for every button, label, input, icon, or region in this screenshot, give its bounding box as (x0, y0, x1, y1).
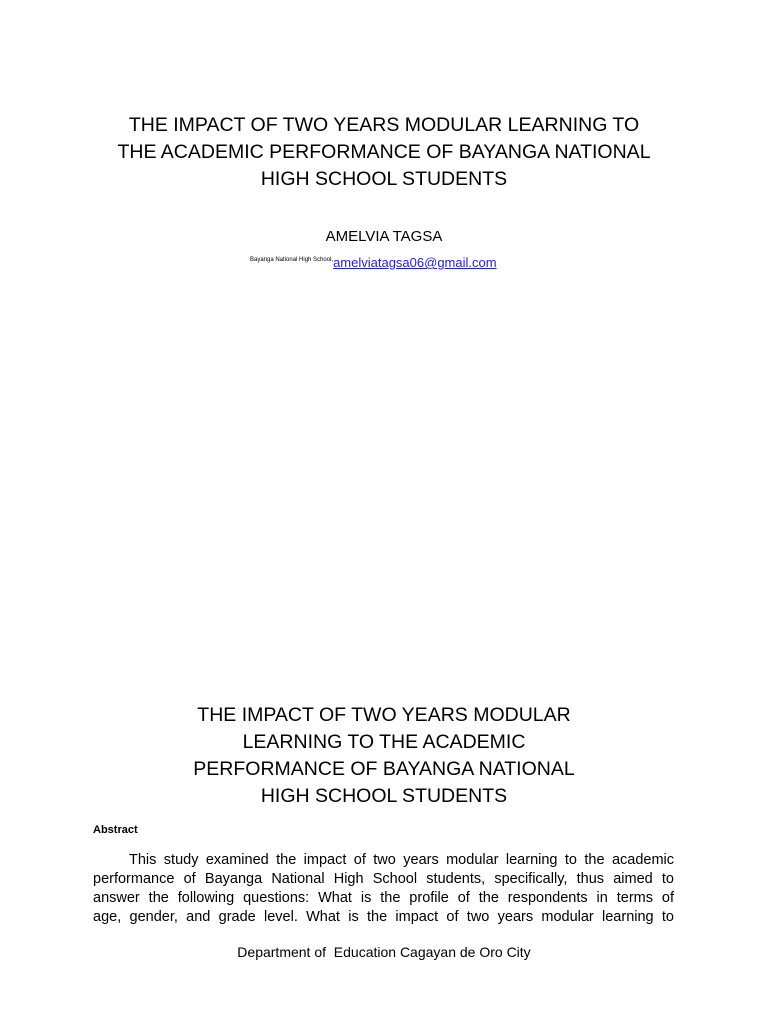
abstract-line-3: answer the following questions: What is the profile of the respondents in terms of (93, 890, 674, 906)
email-link[interactable]: amelviatagsa06@gmail.com (333, 255, 497, 270)
abstract-title-line-2: LEARNING TO THE ACADEMIC (242, 731, 526, 753)
affiliation-line (250, 254, 497, 272)
affiliation: Bayanga National High School, (250, 257, 334, 263)
abstract-heading: Abstract (93, 824, 138, 836)
paper-title (0, 112, 768, 193)
abstract-title (0, 702, 768, 810)
abstract-title-line-3: PERFORMANCE OF BAYANGA NATIONAL (193, 758, 575, 780)
abstract-line-4: age, gender, and grade level. What is the impact of two years modular learning to (93, 909, 674, 925)
author-name: AMELVIA TAGSA (325, 228, 443, 245)
abstract-body (93, 851, 674, 927)
abstract-line-2: performance of Bayanga National High School students, specifically, thus aimed to (93, 871, 674, 887)
abstract-line-1: This study examined the impact of two years modular learning to the academic (129, 852, 674, 868)
paper-title-line-3: HIGH SCHOOL STUDENTS (260, 168, 508, 190)
abstract-title-line-4: HIGH SCHOOL STUDENTS (260, 785, 508, 807)
page-footer: Department of Education Cagayan de Oro City (237, 944, 531, 960)
paper-title-line-2: THE ACADEMIC PERFORMANCE OF BAYANGA NATIONAL (117, 141, 651, 163)
paper-title-line-1: THE IMPACT OF TWO YEARS MODULAR LEARNING TO (128, 114, 640, 136)
abstract-title-line-1: THE IMPACT OF TWO YEARS MODULAR (197, 704, 571, 726)
